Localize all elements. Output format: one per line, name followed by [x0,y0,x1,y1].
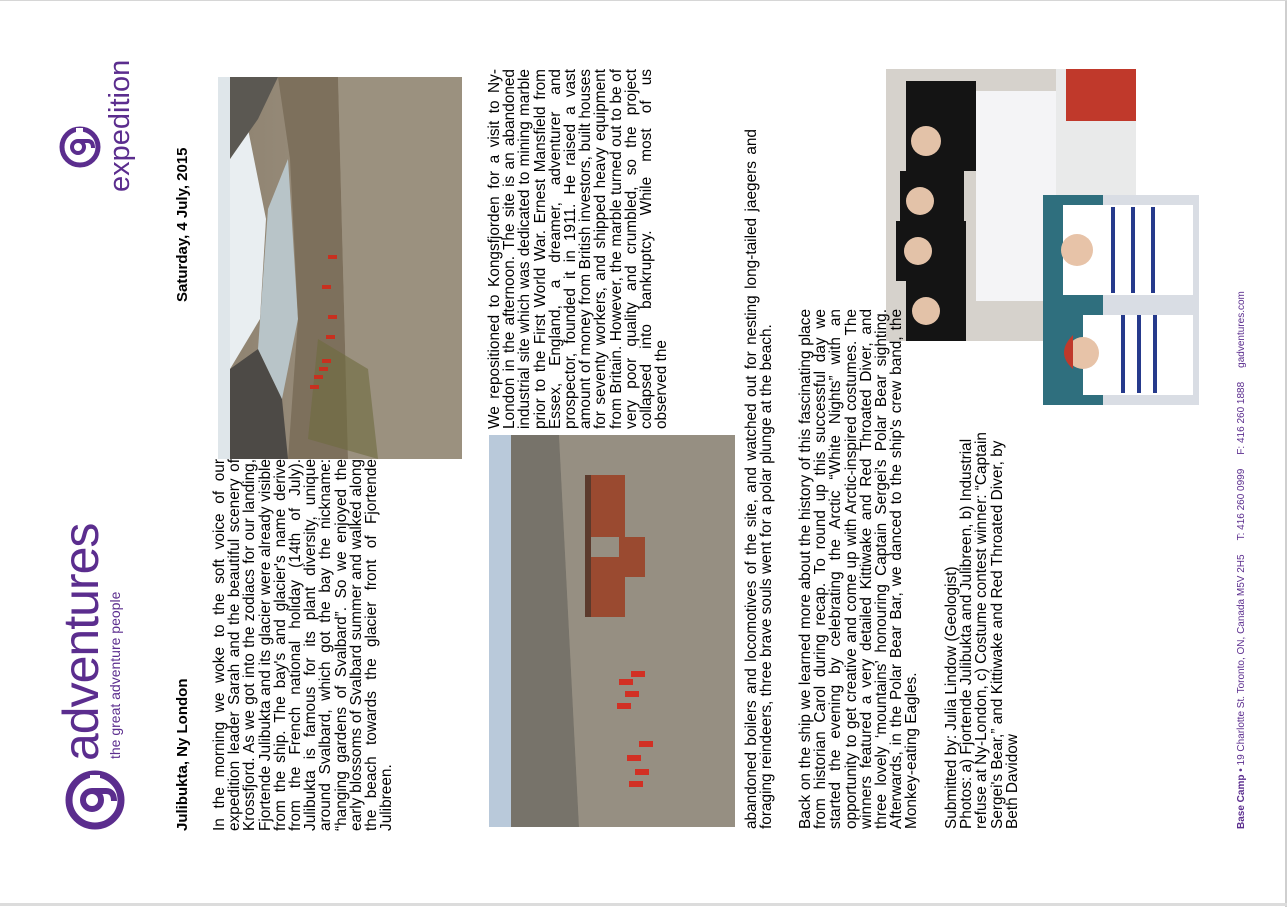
photo-kittiwake-diver-costumes [1043,195,1199,405]
footer-website[interactable]: gadventures.com [1236,291,1247,368]
photo-ny-london-industrial [489,435,735,827]
date-heading: Saturday, 4 July, 2015 [174,147,191,302]
footer-label: Base Camp [1236,774,1247,829]
paragraph-morning [212,459,394,831]
footer-contact [1236,129,1247,829]
photo-julibukta-glacier [218,77,462,459]
paragraph-morning-text: In the morning we woke to the soft voice of our expedition leader Sarah and the beautiful scenery of Krossfjord. As we got into the zodiacs for our landing, Fjortende Julibukta and its glacier were already visible from the ship. The bay's and glacier's name derive from the French national holiday (14th of July). Julibukta is famous for its plant diversity, unique around Svalbard, which got the bay the nickname: “hanging gardens of Svalbard”. So we enjoyed the early blossoms of Svalbard summer and walked along the beach towards the glacier front of Fjortende Julibreen. [211,459,396,831]
g-adventures-logo-icon [64,769,126,831]
footer-phone: T: 416 260 0999 [1236,468,1247,541]
submitted-by: Submitted by: Julia Lindow (Geologist) [943,566,960,829]
paragraph-afternoon-cont-text: abandoned boilers and locomotives of the site, and watched out for nesting long-tailed jaegers and foraging reindeers, three brave souls went for a polar plunge at the beach. [743,129,776,829]
footer-fax: F: 416 260 1888 [1236,381,1247,455]
paragraph-afternoon-cont [744,129,774,829]
brand-tagline: the great adventure people [107,591,123,759]
rotated-page-content [0,1,1287,907]
photo-credits: Photos: a) Fjortende Julibukta and Julibreen, b) Industrial refuse at Ny-London, c) Costume contest winner: “Captain Sergei's Bear,” and Kittiwake and Red Throated Diver, by Beth Davidow [958,432,1021,829]
paragraph-afternoon [487,69,669,429]
location-heading: Julibukta, Ny London [174,678,191,831]
paragraph-afternoon-text: We repositioned to Kongsfjorden for a visit to Ny-London in the afternoon. The site is an abandoned industrial site which was dedicated to mining marble prior to the First World War. Ernest Mansfield from Essex, England, a dreamer, adventurer and prospector, founded it in 1911. He raised a vast amount of money from British investors, built houses for seventy workers, and shipped heavy equipment from Britain. However, the marble turned out to be of very poor quality and crumbled, so the project collapsed into bankruptcy. While most of us observed the [486,69,671,429]
footer-address: • 19 Charlotte St. Toronto, ON, Canada M5V 2H5 [1236,554,1247,775]
brand-wordmark: adventures [53,523,109,761]
paragraph-evening [798,309,920,829]
paragraph-evening-text: Back on the ship we learned more about the history of this fascinating place from historian Carol during recap. To round up this successful day we started the evening by celebrating the Arctic “White Nights” with an opportunity to get creative and come up with Arctic-inspired costumes. The winners featured a very detailed Kittiwake and Red Throated Diver, and three lovely ‘mountains’ honouring Captain Sergei's Polar Bear sighting. Afterwards, in the Polar Bear Bar, we danced to the ship's crew band, the Monkey-eating Eagles. [797,309,921,829]
expedition-wordmark: expedition [104,59,136,192]
credits-block [944,409,1020,829]
expedition-logo-icon [58,125,102,169]
